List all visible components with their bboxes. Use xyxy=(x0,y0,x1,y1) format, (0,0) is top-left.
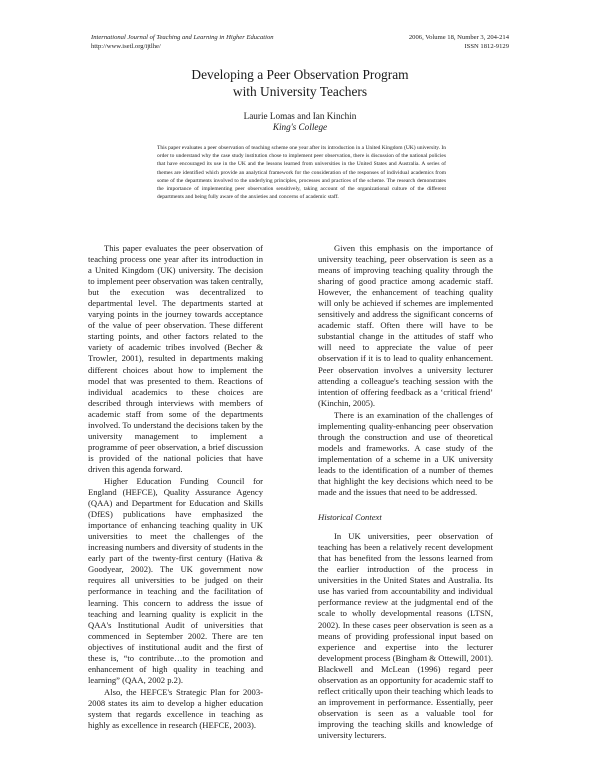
body-column-right xyxy=(318,243,493,741)
author-names: Laurie Lomas and Ian Kinchin xyxy=(243,111,357,121)
body-paragraph: In UK universities, peer observation of teaching has been a relatively recent development that has benefited from the lessons learned from the earlier introduction of the process in universities in the United States and Australia. Its use has varied from accountability and individual performance review at the judgmental end of the scale to wholly developmental reasons (LTSN, 2002). In these cases peer observation is seen as a means of providing professional input based on experience and expertise into the lecturer development process (Bingham & Ottewill, 2001). Blackwell and McLean (1996) regard peer observation as an opportunity for academic staff to reflect critically upon their teaching which leads to an improvement in performance. Essentially, peer observation is seen as a valuable tool for improving the teaching skills and knowledge of university lecturers. xyxy=(318,531,493,740)
title-line-2: with University Teachers xyxy=(232,83,368,99)
issn: ISSN 1812-9129 xyxy=(464,43,509,50)
body-paragraph: Higher Education Funding Council for England (HEFCE), Quality Assurance Agency (QAA) and Department for Education and Skills (DfES) publications have emphasized the importance of enhancing teaching quality in UK universities to meet the challenges of the increasing numbers and diversity of students in the early part of the twenty-first century (Hativa & Goodyear, 2002). The UK government now requires all universities to be judged on their performance in teaching and the facilitation of learning. This concern to address the issue of teaching and learning quality is explicit in the QAA's Institutional Audit of universities that commenced in September 2002. There are ten objectives of institutional audit and the first of these is, “to contribute…to the promotion and enhancement of high quality in teaching and learning” (QAA, 2002 p.2). xyxy=(88,475,263,685)
journal-url[interactable]: http://www.isetl.org/ijtlhe/ xyxy=(91,43,161,50)
body-paragraph: There is an examination of the challenges of implementing quality-enhancing peer observation through the construction and use of theoretical models and frameworks. A case study of the implementation of a scheme in a UK university leads to the identification of a number of themes that highlight the key decisions which need to be made and the issues that need to be addressed. xyxy=(318,409,493,498)
section-heading: Historical Context xyxy=(318,512,382,523)
journal-name: International Journal of Teaching and Learning in Higher Education xyxy=(91,34,274,41)
affiliation: King's College xyxy=(272,122,328,132)
abstract: This paper evaluates a peer observation of teaching scheme one year after its introduction in a United Kingdom (UK) university. In order to understand why the case study institution chose to implement peer observation, there is discussion of the national policies that have encouraged its use in the UK and the lessons learned from universities in the United States and Australia. A series of themes are identified which provide an analytical framework for the consideration of the responses of individual academics from some of the departments involved to the underlying principles, processes and practices of the scheme. The research demonstrates the importance of implementing peer observation sensitively, taking account of the organizational culture of the different departments and being fully aware of the anxieties and concerns of academic staff. xyxy=(157,145,446,201)
running-header xyxy=(91,33,509,51)
title-line-1: Developing a Peer Observation Program xyxy=(191,67,409,82)
author-block xyxy=(0,111,600,133)
volume-info: 2006, Volume 18, Number 3, 204-214 xyxy=(408,34,509,41)
body-paragraph: Also, the HEFCE's Strategic Plan for 2003-2008 states its aim to develop a higher education system that regards excellence in teaching as highly as excellence in research (HEFCE, 2003). xyxy=(88,686,263,731)
article-title xyxy=(0,67,600,100)
body-paragraph: This paper evaluates the peer observation of teaching process one year after its introduction in a United Kingdom (UK) university. The decision to implement peer observation was taken centrally, but the execution was decentralized to departmental level. The departments started at varying points in the journey towards acceptance of the value of peer observation. These different starting points, and other factors related to the variety of academic tribes involved (Becher & Trowler, 2001), resulted in departments making different choices about how to implement the model that was presented to them. Reactions of individual academics to these choices are described through interviews with members of academic staff from some of the departments involved. To understand the decisions taken by the university management to implement a programme of peer observation, a brief discussion is provided of the national policies that have driven this agenda forward. xyxy=(88,243,263,474)
body-paragraph: Given this emphasis on the importance of university teaching, peer observation is seen as a means of improving teaching quality through the sharing of good practice among academic staff. However, the enhancement of teaching quality will only be achieved if schemes are implemented sensitively and address the significant concerns of academic staff. Often there will have to be substantial change in the attitudes of staff who will need to appreciate the value of peer observation if it is to lead to quality enhancement. Peer observation involves a university lecturer attending a colleague's teaching session with the intention of offering feedback as a ‘critical friend’ (Kinchin, 2005). xyxy=(318,243,493,408)
body-column-left xyxy=(88,243,263,731)
